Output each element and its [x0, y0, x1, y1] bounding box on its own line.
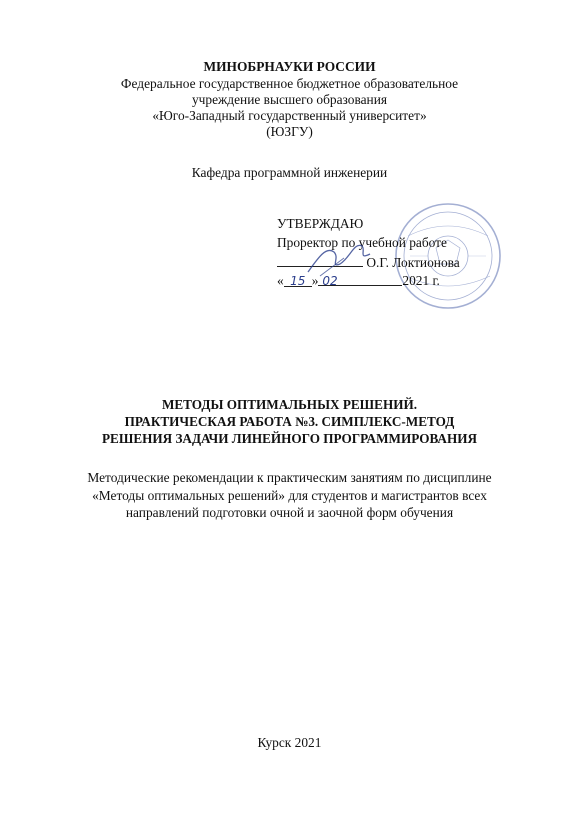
approver-position: Проректор по учебной работе — [277, 235, 447, 250]
org-line: «Юго-Западный государственный университет» — [152, 108, 427, 123]
description-line: направлений подготовки очной и заочной форм обучения — [125, 505, 454, 520]
description-line: «Методы оптимальных решений» для студентов и магистрантов всех — [92, 487, 487, 503]
ministry-heading: МИНОБРНАУКИ РОССИИ — [203, 59, 376, 74]
org-abbreviation: (ЮЗГУ) — [266, 124, 313, 139]
document-description — [0, 469, 579, 522]
date-close-quote: » — [311, 273, 319, 288]
date-year: 2021 г. — [402, 273, 440, 288]
approve-label: УТВЕРЖДАЮ — [277, 216, 364, 231]
handwritten-signature — [300, 228, 380, 288]
date-month: 02 — [318, 272, 402, 286]
department-name: Кафедра программной инженерии — [191, 165, 388, 180]
document-title — [0, 396, 579, 447]
title-line: ПРАКТИЧЕСКАЯ РАБОТА №3. СИМПЛЕКС-МЕТОД — [124, 414, 455, 429]
org-line: учреждение высшего образования — [191, 92, 388, 107]
date-day: 15 — [284, 272, 312, 287]
description-line: Методические рекомендации к практическим занятиям по дисциплине — [87, 470, 492, 485]
org-line: Федеральное государственное бюджетное образовательное — [120, 76, 459, 91]
date-open-quote: « — [277, 273, 284, 288]
title-line: РЕШЕНИЯ ЗАДАЧИ ЛИНЕЙНОГО ПРОГРАММИРОВАНИЯ — [102, 431, 477, 446]
title-line: МЕТОДЫ ОПТИМАЛЬНЫХ РЕШЕНИЙ. — [161, 397, 418, 412]
city-year: Курск 2021 — [257, 735, 322, 750]
approver-name: О.Г. Локтионова — [366, 255, 460, 270]
organization-block — [0, 76, 579, 140]
